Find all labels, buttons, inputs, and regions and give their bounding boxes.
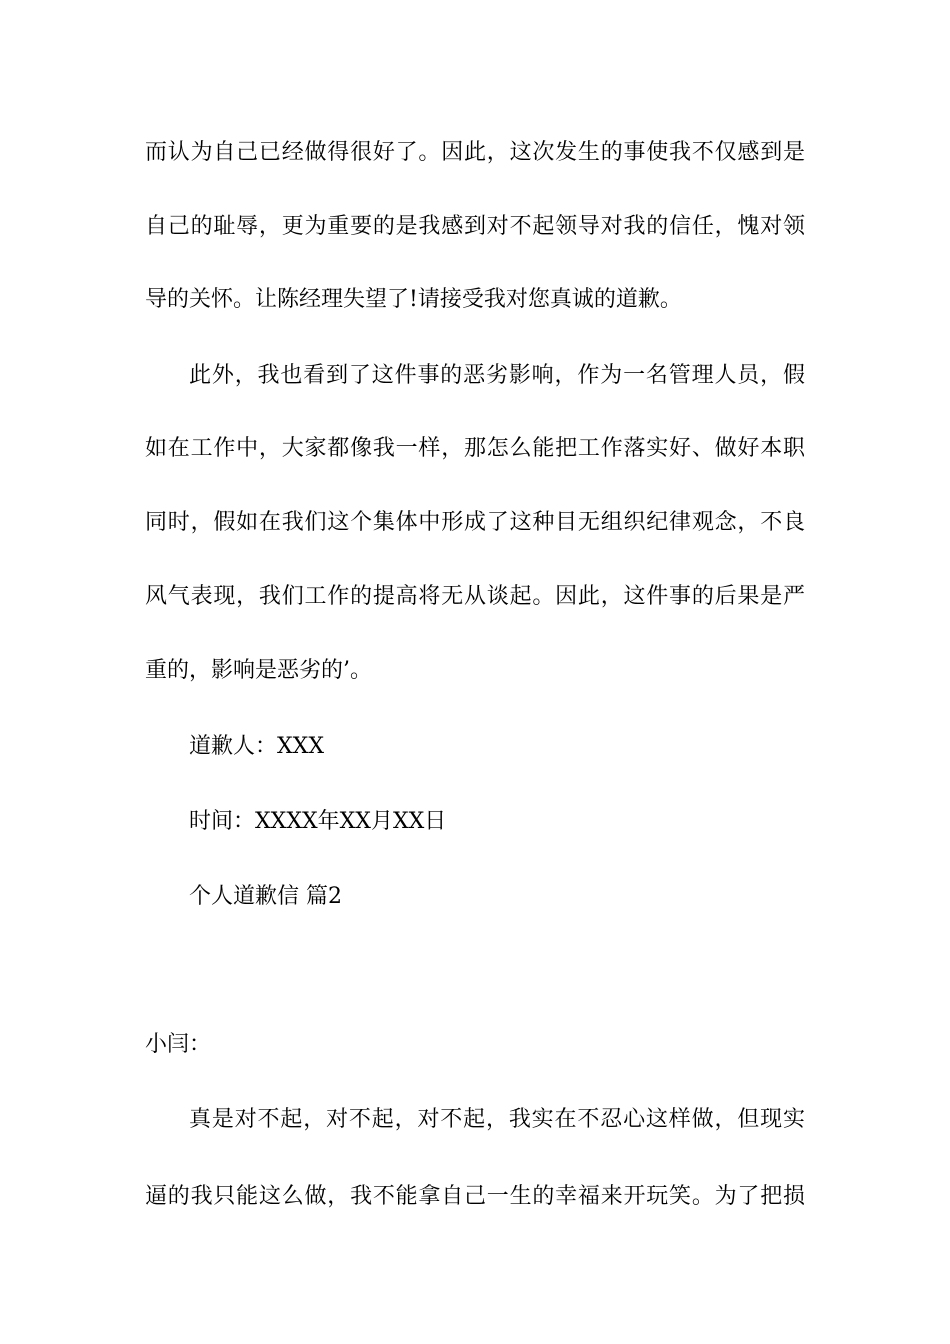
paragraph-line: 逼的我只能这么做，我不能拿自己一生的幸福来开玩笑。为了把损 — [145, 1184, 805, 1209]
paragraph-line: 自己的耻辱，更为重要的是我感到对不起领导对我的信任，愧对领 — [145, 214, 805, 239]
paragraph-line: 而认为自己已经做得很好了。因此，这次发生的事使我不仅感到是 — [145, 140, 805, 165]
signature-line: 道歉人：XXX — [189, 734, 324, 759]
paragraph-line: 此外，我也看到了这件事的恶劣影响，作为一名管理人员，假 — [189, 363, 805, 388]
paragraph-line: 风气表现，我们工作的提高将无从谈起。因此，这件事的后果是严 — [145, 584, 805, 609]
paragraph-line: 重的，影响是恶劣的’。 — [145, 658, 372, 683]
paragraph-line: 同时，假如在我们这个集体中形成了这种目无组织纪律观念，不良 — [145, 510, 805, 535]
paragraph-line: 导的关怀。让陈经理失望了!请接受我对您真诚的道歉。 — [145, 287, 682, 312]
section-title: 个人道歉信 篇2 — [189, 884, 342, 909]
date-line: 时间：XXXX年XX月XX日 — [189, 809, 447, 834]
paragraph-line: 如在工作中，大家都像我一样，那怎么能把工作落实好、做好本职 — [145, 436, 805, 461]
salutation: 小闫： — [145, 1032, 212, 1057]
paragraph-line: 真是对不起，对不起，对不起，我实在不忍心这样做，但现实 — [189, 1107, 805, 1132]
